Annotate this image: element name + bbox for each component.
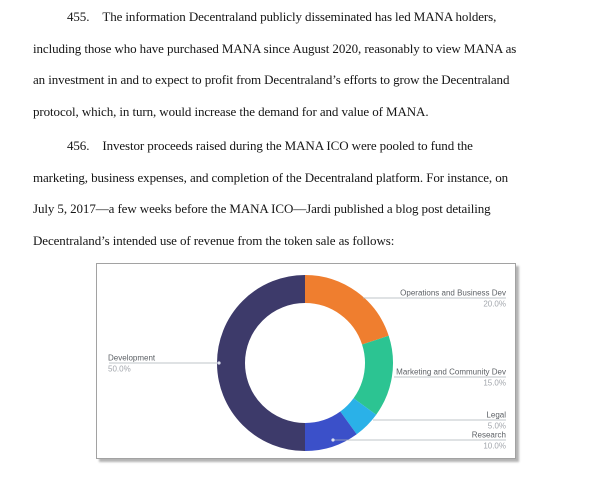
slice-label: Research (471, 430, 506, 440)
slice-label: Operations and Business Dev (400, 288, 506, 298)
leader-dot (217, 361, 220, 364)
leader-dot (331, 438, 334, 441)
donut-slice-marketing-and-community-dev (365, 340, 379, 406)
slice-percentage: 5.0% (487, 421, 506, 431)
donut-chart-svg (97, 264, 515, 458)
slice-label: Legal (486, 410, 506, 420)
paragraph-text: including those who have purchased MANA since August 2020, reasonably to view MANA as (33, 40, 517, 56)
donut-slice-operations-and-business-dev (305, 289, 375, 340)
slice-label: Marketing and Community Dev (396, 367, 506, 377)
paragraph-first-line (33, 1, 516, 33)
paragraph-first-line (33, 130, 508, 162)
slice-percentage: 10.0% (483, 441, 506, 451)
slice-percentage: 50.0% (108, 364, 131, 374)
donut-slice-research (305, 423, 349, 437)
donut-slice-legal (349, 407, 365, 423)
paragraph-text: protocol, which, in turn, would increase the demand for and value of MANA. (33, 103, 429, 119)
paragraph-text: The information Decentraland publicly disseminated has led MANA holders, (102, 9, 497, 24)
token-sale-revenue-allocation-chart (96, 263, 516, 459)
paragraph-number: 456. (67, 138, 90, 153)
slice-percentage: 15.0% (483, 378, 506, 388)
paragraph-text: July 5, 2017—a few weeks before the MANA ICO—Jardi published a blog post detailing (33, 201, 491, 217)
paragraph-text: Investor proceeds raised during the MANA ICO were pooled to fund the (102, 138, 473, 153)
slice-label: Development (108, 353, 156, 363)
slice-percentage: 20.0% (483, 299, 506, 309)
paragraph-text: marketing, business expenses, and completion of the Decentraland platform. For instance, on (33, 169, 509, 185)
paragraph-455 (33, 1, 516, 127)
donut-slice-development (231, 289, 305, 437)
paragraph-text: Decentraland’s intended use of revenue from the token sale as follows: (33, 232, 395, 248)
paragraph-text: an investment in and to expect to profit from Decentraland’s efforts to grow the Decentraland (33, 72, 510, 88)
paragraph-number: 455. (67, 9, 90, 24)
paragraph-456 (33, 130, 508, 256)
